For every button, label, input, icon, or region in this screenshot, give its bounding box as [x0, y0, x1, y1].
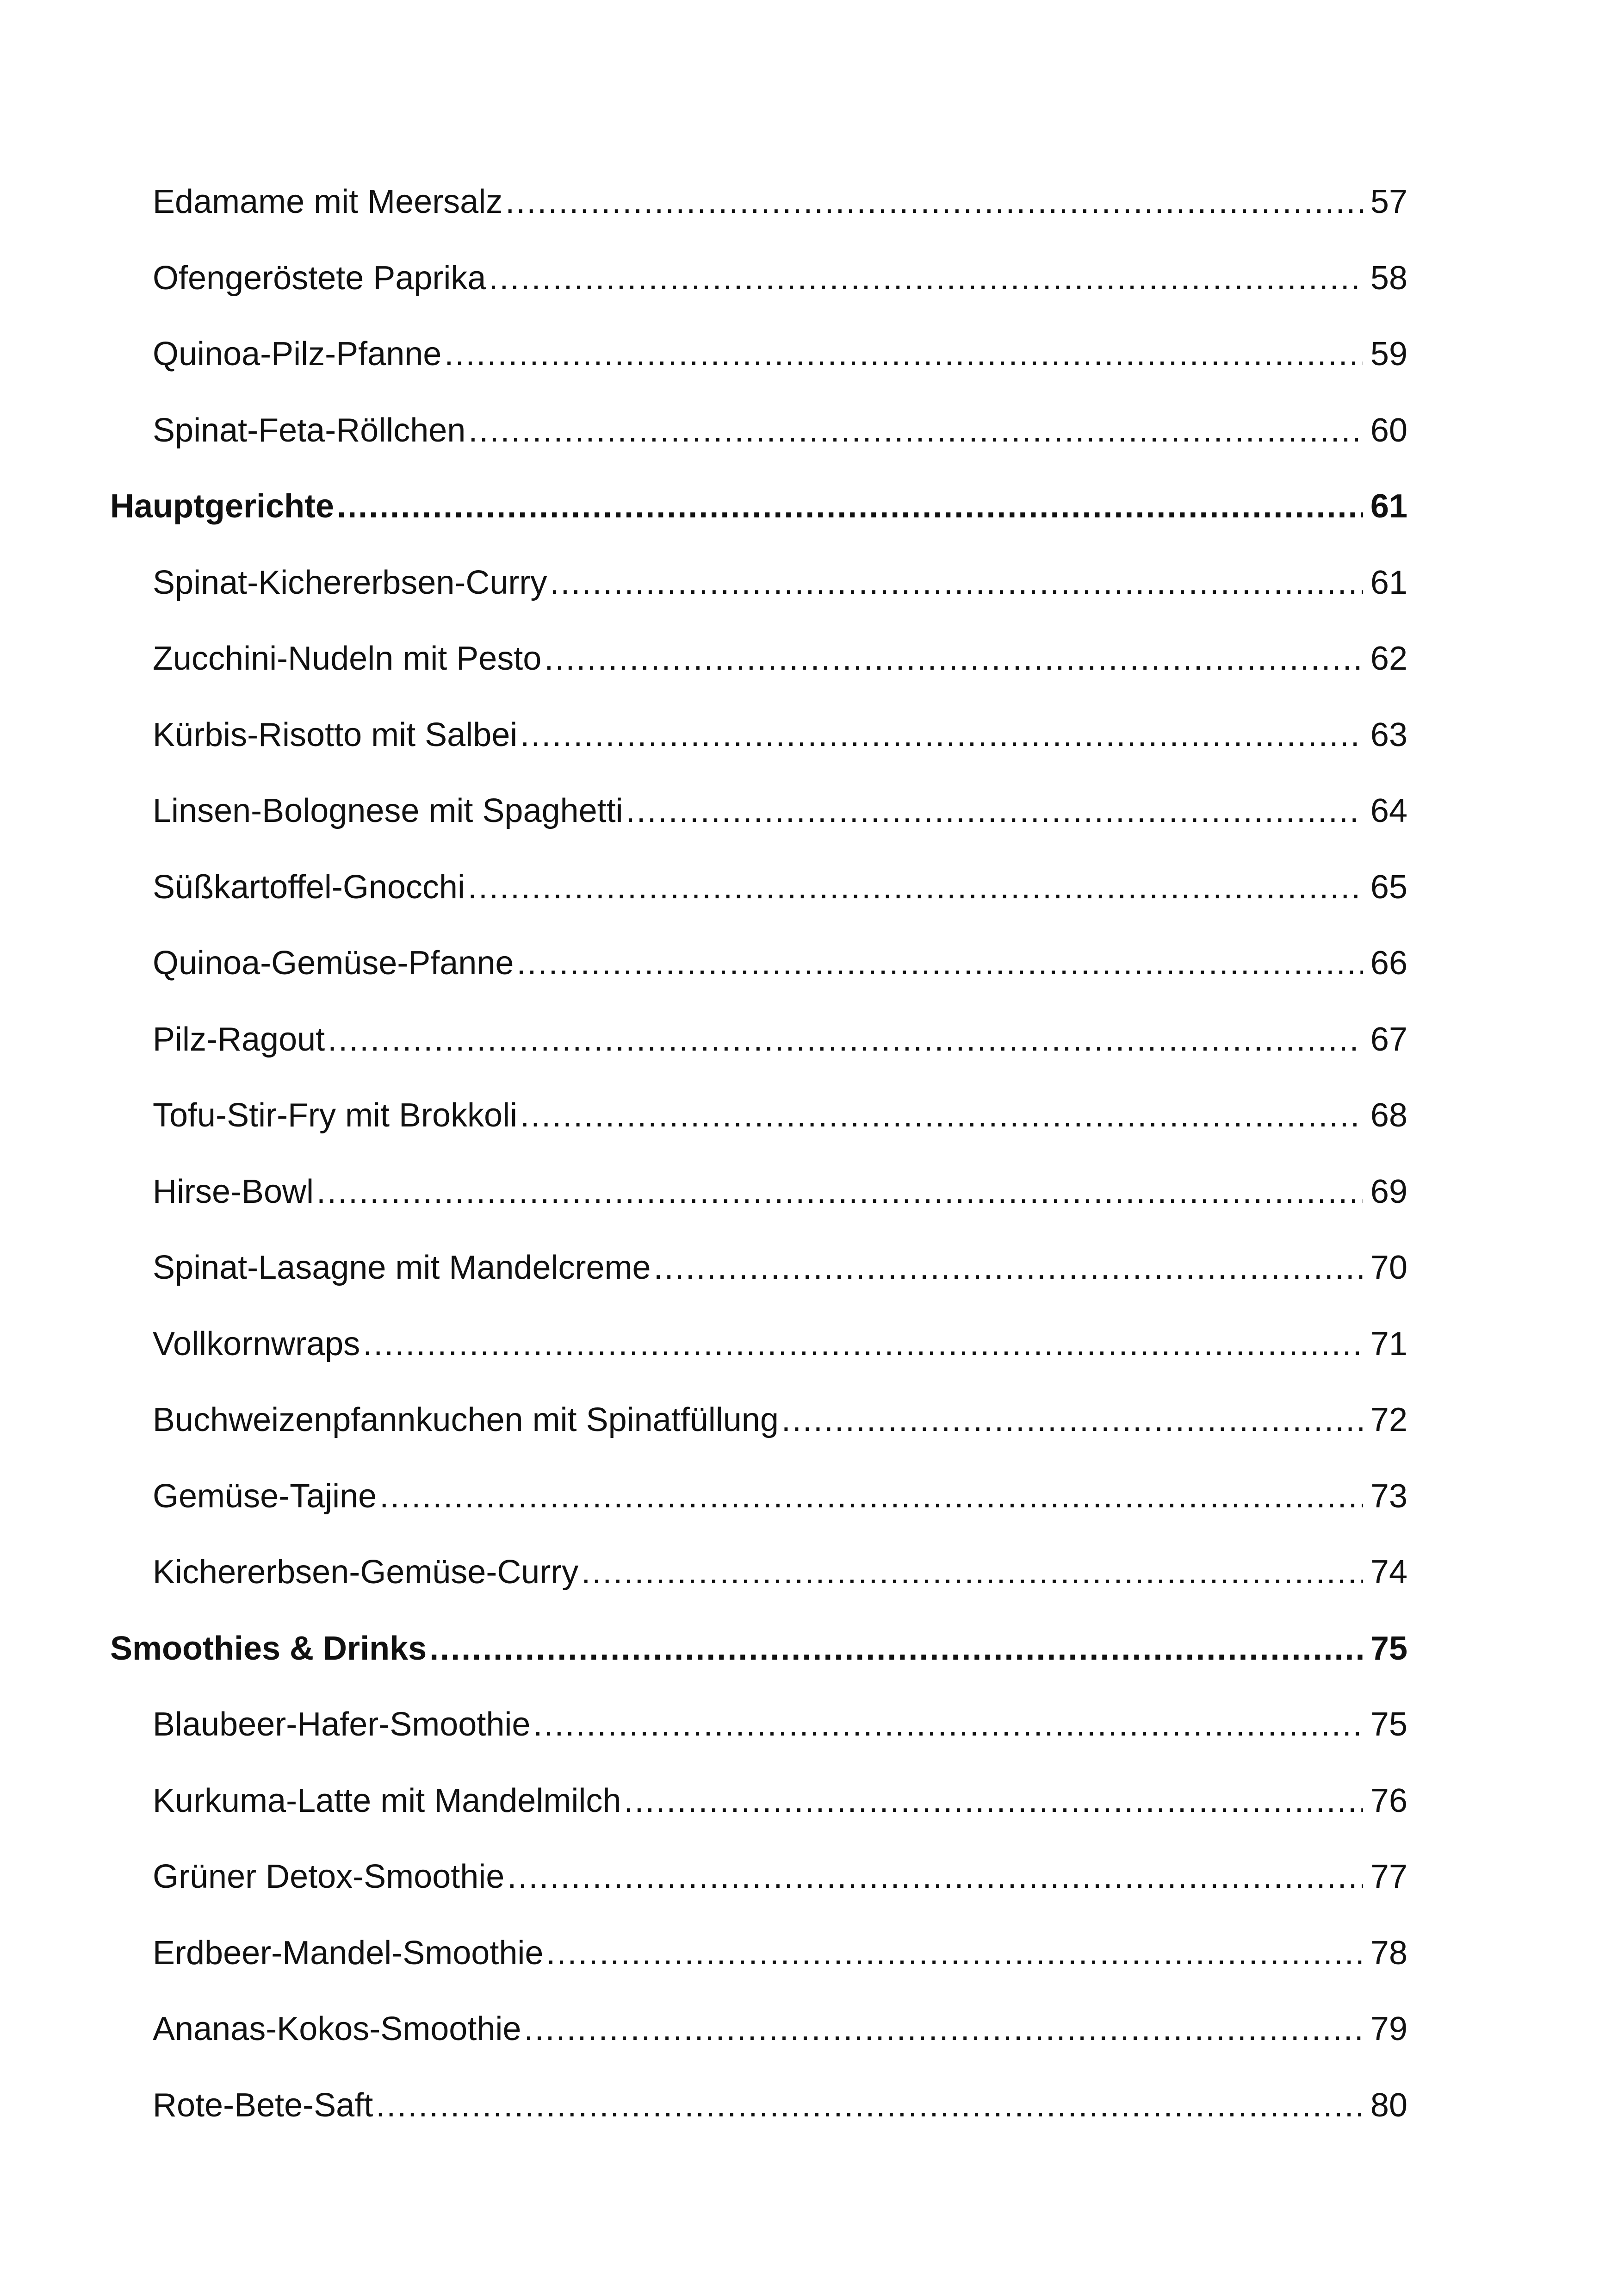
- toc-page-number: 75: [1370, 1706, 1407, 1743]
- toc-page-number: 77: [1370, 1858, 1407, 1895]
- toc-title: Hirse-Bowl: [153, 1173, 314, 1210]
- dot-leader: [520, 1099, 1363, 1132]
- dot-leader: [379, 1480, 1363, 1513]
- toc-title: Spinat-Feta-Röllchen: [153, 412, 466, 449]
- dot-leader: [429, 1632, 1363, 1665]
- toc-row[interactable]: [110, 1838, 1407, 1893]
- toc-page-number: 60: [1370, 412, 1407, 449]
- dot-leader: [468, 414, 1363, 447]
- toc-title: Pilz-Ragout: [153, 1021, 325, 1058]
- toc-title: Ofengeröstete Paprika: [153, 260, 486, 297]
- dot-leader: [489, 261, 1363, 295]
- toc-row[interactable]: [110, 1076, 1407, 1132]
- dot-leader: [516, 946, 1363, 980]
- toc-row[interactable]: [110, 1457, 1407, 1513]
- toc-row[interactable]: [110, 239, 1407, 295]
- dot-leader: [316, 1175, 1363, 1208]
- toc-page-number: 58: [1370, 260, 1407, 297]
- toc-title: Spinat-Kichererbsen-Curry: [153, 564, 547, 601]
- toc-page-number: 80: [1370, 2087, 1407, 2124]
- toc-row[interactable]: [110, 1001, 1407, 1056]
- toc-page-number: 64: [1370, 792, 1407, 829]
- toc-row[interactable]: [110, 1533, 1407, 1589]
- dot-leader: [624, 1784, 1363, 1817]
- toc-title: Smoothies & Drinks: [110, 1630, 427, 1667]
- dot-leader: [546, 1936, 1363, 1970]
- toc-page-number: 75: [1370, 1630, 1407, 1667]
- toc-page-number: 78: [1370, 1935, 1407, 1972]
- toc-row[interactable]: [110, 392, 1407, 447]
- toc-title: Quinoa-Pilz-Pfanne: [153, 336, 442, 373]
- toc-row[interactable]: [110, 696, 1407, 752]
- toc-page-number: 61: [1370, 488, 1407, 525]
- toc-title: Gemüse-Tajine: [153, 1478, 377, 1515]
- toc-row[interactable]: [110, 772, 1407, 828]
- toc-page-number: 76: [1370, 1782, 1407, 1819]
- toc-row[interactable]: [110, 1762, 1407, 1817]
- toc-page-number: 62: [1370, 640, 1407, 677]
- toc-page-number: 73: [1370, 1478, 1407, 1515]
- dot-leader: [550, 566, 1363, 599]
- toc-row[interactable]: [110, 1610, 1407, 1665]
- toc-title: Kichererbsen-Gemüse-Curry: [153, 1554, 579, 1591]
- toc-row[interactable]: [110, 544, 1407, 599]
- toc-title: Spinat-Lasagne mit Mandelcreme: [153, 1249, 651, 1286]
- dot-leader: [626, 794, 1363, 828]
- dot-leader: [507, 1860, 1363, 1893]
- toc-row[interactable]: [110, 1381, 1407, 1437]
- toc-title: Tofu-Stir-Fry mit Brokkoli: [153, 1097, 518, 1134]
- toc-title: Hauptgerichte: [110, 488, 335, 525]
- dot-leader: [505, 185, 1363, 218]
- toc-page-number: 57: [1370, 183, 1407, 220]
- toc-title: Ananas-Kokos-Smoothie: [153, 2010, 521, 2047]
- toc-row[interactable]: [110, 924, 1407, 980]
- toc-page-number: 65: [1370, 869, 1407, 906]
- dot-leader: [363, 1327, 1363, 1361]
- toc-row[interactable]: [110, 2066, 1407, 2122]
- toc-row[interactable]: [110, 848, 1407, 904]
- toc-row[interactable]: [110, 1914, 1407, 1970]
- toc-title: Blaubeer-Hafer-Smoothie: [153, 1706, 531, 1743]
- toc-page-number: 59: [1370, 336, 1407, 373]
- toc-page-number: 61: [1370, 564, 1407, 601]
- toc-page-number: 74: [1370, 1554, 1407, 1591]
- dot-leader: [328, 1023, 1363, 1056]
- toc-page-number: 63: [1370, 716, 1407, 753]
- toc-title: Grüner Detox-Smoothie: [153, 1858, 505, 1895]
- dot-leader: [581, 1556, 1363, 1589]
- toc-title: Rote-Bete-Saft: [153, 2087, 373, 2124]
- dot-leader: [468, 871, 1363, 904]
- toc-title: Linsen-Bolognese mit Spaghetti: [153, 792, 623, 829]
- toc-title: Erdbeer-Mandel-Smoothie: [153, 1935, 544, 1972]
- dot-leader: [654, 1251, 1363, 1284]
- toc-row[interactable]: [110, 1153, 1407, 1208]
- toc-page-number: 66: [1370, 945, 1407, 982]
- dot-leader: [520, 718, 1363, 752]
- toc-row[interactable]: [110, 1305, 1407, 1361]
- toc-title: Quinoa-Gemüse-Pfanne: [153, 945, 514, 982]
- toc-page-number: 68: [1370, 1097, 1407, 1134]
- dot-leader: [533, 1708, 1363, 1741]
- toc-page-number: 70: [1370, 1249, 1407, 1286]
- dot-leader: [444, 337, 1363, 371]
- toc-row[interactable]: [110, 467, 1407, 523]
- toc-title: Edamame mit Meersalz: [153, 183, 503, 220]
- toc-title: Kürbis-Risotto mit Salbei: [153, 716, 518, 753]
- toc-title: Buchweizenpfannkuchen mit Spinatfüllung: [153, 1401, 779, 1438]
- toc-row[interactable]: [110, 1990, 1407, 2046]
- toc-page-number: 72: [1370, 1401, 1407, 1438]
- toc-row[interactable]: [110, 315, 1407, 371]
- toc-row[interactable]: [110, 620, 1407, 675]
- dot-leader: [337, 490, 1363, 523]
- toc-page-number: 67: [1370, 1021, 1407, 1058]
- toc-row[interactable]: [110, 1229, 1407, 1284]
- toc-page-number: 69: [1370, 1173, 1407, 1210]
- dot-leader: [544, 642, 1363, 675]
- dot-leader: [376, 2089, 1363, 2122]
- toc-row[interactable]: [110, 1686, 1407, 1741]
- toc-title: Vollkornwraps: [153, 1325, 360, 1363]
- toc-row[interactable]: [110, 163, 1407, 218]
- toc-title: Kurkuma-Latte mit Mandelmilch: [153, 1782, 621, 1819]
- toc-title: Zucchini-Nudeln mit Pesto: [153, 640, 542, 677]
- dot-leader: [524, 2012, 1363, 2046]
- toc-page-number: 79: [1370, 2010, 1407, 2047]
- toc-page-number: 71: [1370, 1325, 1407, 1363]
- dot-leader: [781, 1403, 1363, 1437]
- toc-title: Süßkartoffel-Gnocchi: [153, 869, 465, 906]
